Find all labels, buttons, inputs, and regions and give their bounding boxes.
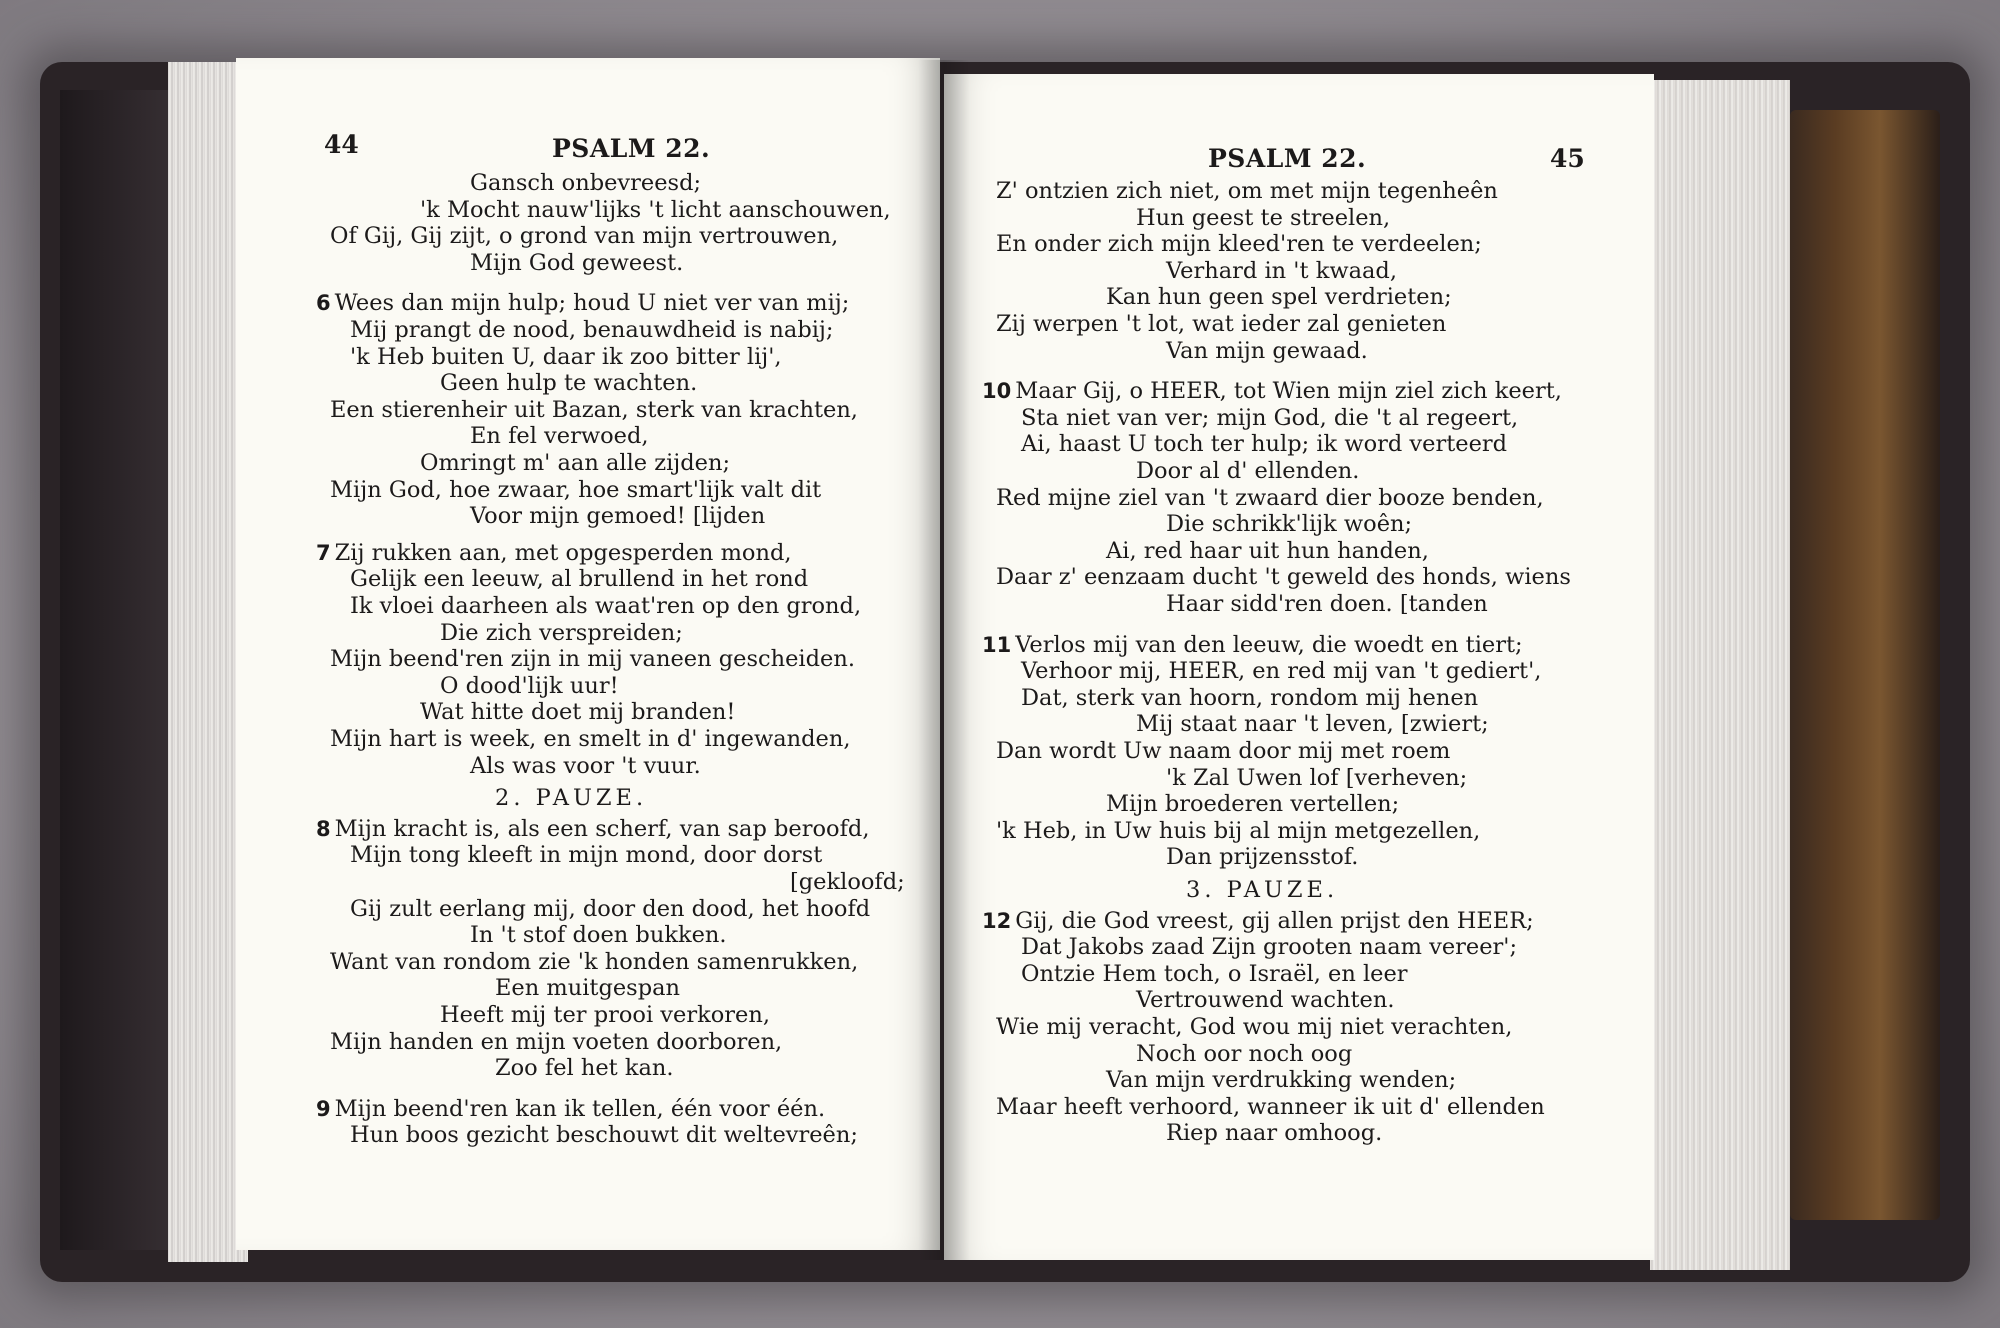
verse-line xyxy=(1106,791,1399,817)
verse-line-text: Van mijn verdrukking wenden; xyxy=(1106,1067,1457,1094)
verse-line-text: Heeft mij ter prooi verkoren, xyxy=(440,1002,770,1028)
verse-line-text: In 't stof doen bukken. xyxy=(470,922,727,949)
verse-line xyxy=(470,250,683,276)
verse-line-text: Dat, sterk van hoorn, rondom mij henen xyxy=(1021,684,1479,711)
verse-line xyxy=(350,566,808,592)
verse-line xyxy=(330,949,858,975)
verse-line-text: Hun boos gezicht beschouwt dit weltevreên; xyxy=(350,1122,858,1149)
verse-line xyxy=(316,540,792,566)
verse-line-text: Omringt m' aan alle zijden; xyxy=(420,450,731,476)
pauze-heading xyxy=(495,785,647,811)
verse-line-text: 'k Mocht nauw'lijks 't licht aanschouwen, xyxy=(420,196,891,223)
verse-line-text: Die zich verspreiden; xyxy=(440,619,683,646)
verse-line-text: Vertrouwend wachten. xyxy=(1136,987,1395,1014)
verse-line xyxy=(996,231,1482,257)
verse-line-text: Verhoor mij, HEER, en red mij van 't gediert', xyxy=(1021,658,1542,685)
verse-line xyxy=(1106,284,1452,310)
verse-line xyxy=(316,816,869,842)
verse-line-text: Zoo fel het kan. xyxy=(495,1055,674,1082)
verse-line-text: Wees dan mijn hulp; houd U niet ver van mij; xyxy=(334,290,850,317)
verse-line xyxy=(495,1055,674,1081)
verse-line-text: Hun geest te streelen, xyxy=(1136,204,1391,231)
verse-number: 12 xyxy=(982,908,1012,933)
verse-line-text: Want van rondom zie 'k honden samenrukken, xyxy=(330,948,859,975)
verse-line-text: En fel verwoed, xyxy=(470,423,649,450)
verse-line-text: Voor mijn gemoed! [lijden xyxy=(470,503,766,530)
verse-line-text: Maar heeft verhoord, wanneer ik uit d' ellenden xyxy=(996,1093,1545,1120)
verse-line xyxy=(1021,961,1408,987)
verse-line xyxy=(1106,1067,1456,1093)
verse-line-text: Ontzie Hem toch, o Israël, en leer xyxy=(1021,960,1408,987)
verse-line xyxy=(1136,711,1489,737)
verse-line-text: Van mijn gewaad. xyxy=(1166,337,1368,364)
verse-line-text: Mijn kracht is, als een scherf, van sap beroofd, xyxy=(334,815,870,842)
verse-line xyxy=(1166,765,1467,791)
verse-line xyxy=(470,922,727,948)
verse-line-text: Geen hulp te wachten. xyxy=(440,370,698,397)
verse-line xyxy=(316,1096,825,1122)
verse-line xyxy=(420,197,891,223)
verse-line-text: Ai, red haar uit hun handen, xyxy=(1106,537,1429,564)
verse-line-text: 'k Heb, in Uw huis bij al mijn metgezellen, xyxy=(996,817,1481,844)
verse-number: 10 xyxy=(982,379,1012,404)
verse-line xyxy=(1136,205,1390,231)
verse-line-text: Mij staat naar 't leven, [zwiert; xyxy=(1136,711,1489,738)
verse-line-text: Mijn beend'ren zijn in mij vaneen gescheiden. xyxy=(330,646,855,673)
verse-line-text: Een stierenheir uit Bazan, sterk van krachten, xyxy=(330,396,858,423)
verse-line xyxy=(790,869,905,895)
verse-line-text: Door al d' ellenden. xyxy=(1136,458,1360,484)
verse-line xyxy=(996,564,1571,590)
verse-line xyxy=(350,842,822,868)
verse-line-text: Gij, die God vreest, gij allen prijst den HEER; xyxy=(1015,907,1534,934)
verse-line-text: Mijn hart is week, en smelt in d' ingewanden, xyxy=(330,726,851,752)
verse-line xyxy=(1021,934,1517,960)
verse-line xyxy=(982,632,1523,658)
verse-line xyxy=(996,178,1498,204)
verse-line xyxy=(1136,458,1359,484)
verse-line-text: Gansch onbevreesd; xyxy=(470,170,702,196)
verse-line-text: Noch oor noch oog xyxy=(1136,1040,1353,1067)
verse-line xyxy=(330,726,851,752)
verse-line xyxy=(1106,538,1429,564)
verse-line xyxy=(1166,844,1358,870)
verse-line xyxy=(440,673,619,699)
verse-line-text: Daar z' eenzaam ducht 't geweld des honds, wiens xyxy=(996,564,1571,591)
verse-line xyxy=(996,485,1544,511)
verse-line-text: 2. PAUZE. xyxy=(495,785,648,812)
verse-line-text: Mijn God geweest. xyxy=(470,249,684,276)
verse-line xyxy=(330,223,838,249)
verse-line xyxy=(982,908,1534,934)
verse-line-text: Mijn handen en mijn voeten doorboren, xyxy=(330,1028,783,1055)
verse-line xyxy=(470,503,765,529)
verse-line xyxy=(996,738,1450,764)
verse-line xyxy=(330,1029,782,1055)
verse-line xyxy=(350,593,861,619)
verse-line xyxy=(495,975,680,1001)
verse-line-text: Wie mij veracht, God wou mij niet verachten, xyxy=(996,1014,1513,1040)
verse-line xyxy=(982,378,1562,404)
verse-line-text: [gekloofd; xyxy=(790,869,905,895)
verse-line xyxy=(1166,258,1397,284)
verse-line xyxy=(420,699,735,725)
verse-number: 8 xyxy=(316,816,331,841)
verse-line xyxy=(470,423,649,449)
page-header: PSALM 22. xyxy=(1208,144,1367,173)
verse-line-text: Ai, haast U toch ter hulp; ik word verteerd xyxy=(1021,431,1508,458)
cover-edge-right xyxy=(1790,110,1940,1220)
verse-line-text: Haar sidd'ren doen. [tanden xyxy=(1166,591,1488,617)
verse-line xyxy=(1021,685,1478,711)
verse-line-text: Gelijk een leeuw, al brullend in het rond xyxy=(350,566,809,593)
verse-line-text: Maar Gij, o HEER, tot Wien mijn ziel zich keert, xyxy=(1015,378,1562,405)
verse-line-text: Mijn God, hoe zwaar, hoe smart'lijk valt dit xyxy=(330,476,822,503)
verse-line-text: Verlos mij van den leeuw, die woedt en tiert; xyxy=(1015,631,1523,658)
spine-shadow xyxy=(918,60,970,1260)
verse-line xyxy=(1021,431,1507,457)
verse-number: 11 xyxy=(982,632,1012,657)
verse-line xyxy=(330,397,858,423)
verse-line-text: Dan prijzensstof. xyxy=(1166,844,1359,871)
verse-line xyxy=(420,450,730,476)
verse-number: 7 xyxy=(316,540,331,565)
verse-line-text: Sta niet van ver; mijn God, die 't al regeert, xyxy=(1021,404,1519,431)
verse-line-text: Dat Jakobs zaad Zijn grooten naam vereer'; xyxy=(1021,934,1518,961)
page-header: PSALM 22. xyxy=(552,134,711,163)
verse-line xyxy=(1021,405,1518,431)
verse-line-text: Kan hun geen spel verdrieten; xyxy=(1106,284,1452,311)
verse-line xyxy=(470,753,701,779)
verse-line xyxy=(1166,591,1488,617)
verse-line xyxy=(316,290,849,316)
verse-line-text: Een muitgespan xyxy=(495,975,681,1002)
page-edges-right xyxy=(1650,80,1790,1270)
verse-line-text: Z' ontzien zich niet, om met mijn tegenheên xyxy=(996,178,1498,204)
left-page xyxy=(236,58,940,1250)
verse-line xyxy=(350,896,870,922)
verse-line-text: 'k Zal Uwen lof [verheven; xyxy=(1166,764,1468,791)
verse-line-text: En onder zich mijn kleed'ren te verdeelen; xyxy=(996,231,1482,258)
verse-line xyxy=(1166,1120,1382,1146)
verse-line xyxy=(330,646,855,672)
verse-line-text: Mijn broederen vertellen; xyxy=(1106,791,1400,818)
verse-line xyxy=(440,370,697,396)
verse-line xyxy=(1136,987,1394,1013)
verse-line-text: O dood'lijk uur! xyxy=(440,672,619,699)
verse-line xyxy=(330,477,821,503)
verse-line xyxy=(996,1014,1512,1040)
verse-line xyxy=(1136,1041,1352,1067)
verse-line-text: 'k Heb buiten U, daar ik zoo bitter lij', xyxy=(350,343,782,370)
verse-line xyxy=(1021,658,1541,684)
verse-line-text: Gij zult eerlang mij, door den dood, het hoofd xyxy=(350,895,871,922)
verse-line-text: 3. PAUZE. xyxy=(1186,877,1339,903)
verse-line-text: Als was voor 't vuur. xyxy=(470,752,701,779)
verse-line xyxy=(996,311,1446,337)
verse-line-text: Mij prangt de nood, benauwdheid is nabij; xyxy=(350,317,834,343)
verse-line xyxy=(440,1002,770,1028)
verse-number: 6 xyxy=(316,291,331,316)
verse-line-text: Mijn tong kleeft in mijn mond, door dorst xyxy=(350,842,823,869)
verse-line-text: Wat hitte doet mij branden! xyxy=(420,699,736,726)
verse-line xyxy=(350,344,782,370)
verse-line-text: Dan wordt Uw naam door mij met roem xyxy=(996,738,1451,764)
pauze-heading xyxy=(1186,877,1338,903)
verse-line-text: Zij rukken aan, met opgesperden mond, xyxy=(334,539,792,566)
verse-line-text: Die schrikk'lijk woên; xyxy=(1166,511,1413,538)
page-number: 45 xyxy=(1550,144,1585,173)
verse-line-text: Verhard in 't kwaad, xyxy=(1166,257,1397,284)
verse-line xyxy=(996,818,1480,844)
right-page xyxy=(944,74,1654,1260)
verse-line xyxy=(350,1122,858,1148)
verse-line-text: Of Gij, Gij zijt, o grond van mijn vertrouwen, xyxy=(330,223,839,250)
verse-line-text: Zij werpen 't lot, wat ieder zal genieten xyxy=(996,311,1447,337)
verse-line-text: Ik vloei daarheen als waat'ren op den grond, xyxy=(350,593,862,619)
verse-line xyxy=(996,1094,1545,1120)
verse-line xyxy=(1166,338,1368,364)
verse-line xyxy=(470,170,701,196)
verse-line-text: Mijn beend'ren kan ik tellen, één voor één. xyxy=(334,1095,826,1122)
verse-line xyxy=(440,620,683,646)
verse-number: 9 xyxy=(316,1096,331,1121)
verse-line xyxy=(350,317,833,343)
verse-line-text: Riep naar omhoog. xyxy=(1166,1120,1383,1147)
verse-line xyxy=(1166,511,1412,537)
page-number: 44 xyxy=(324,130,359,159)
verse-line-text: Red mijne ziel van 't zwaard dier booze benden, xyxy=(996,484,1544,511)
